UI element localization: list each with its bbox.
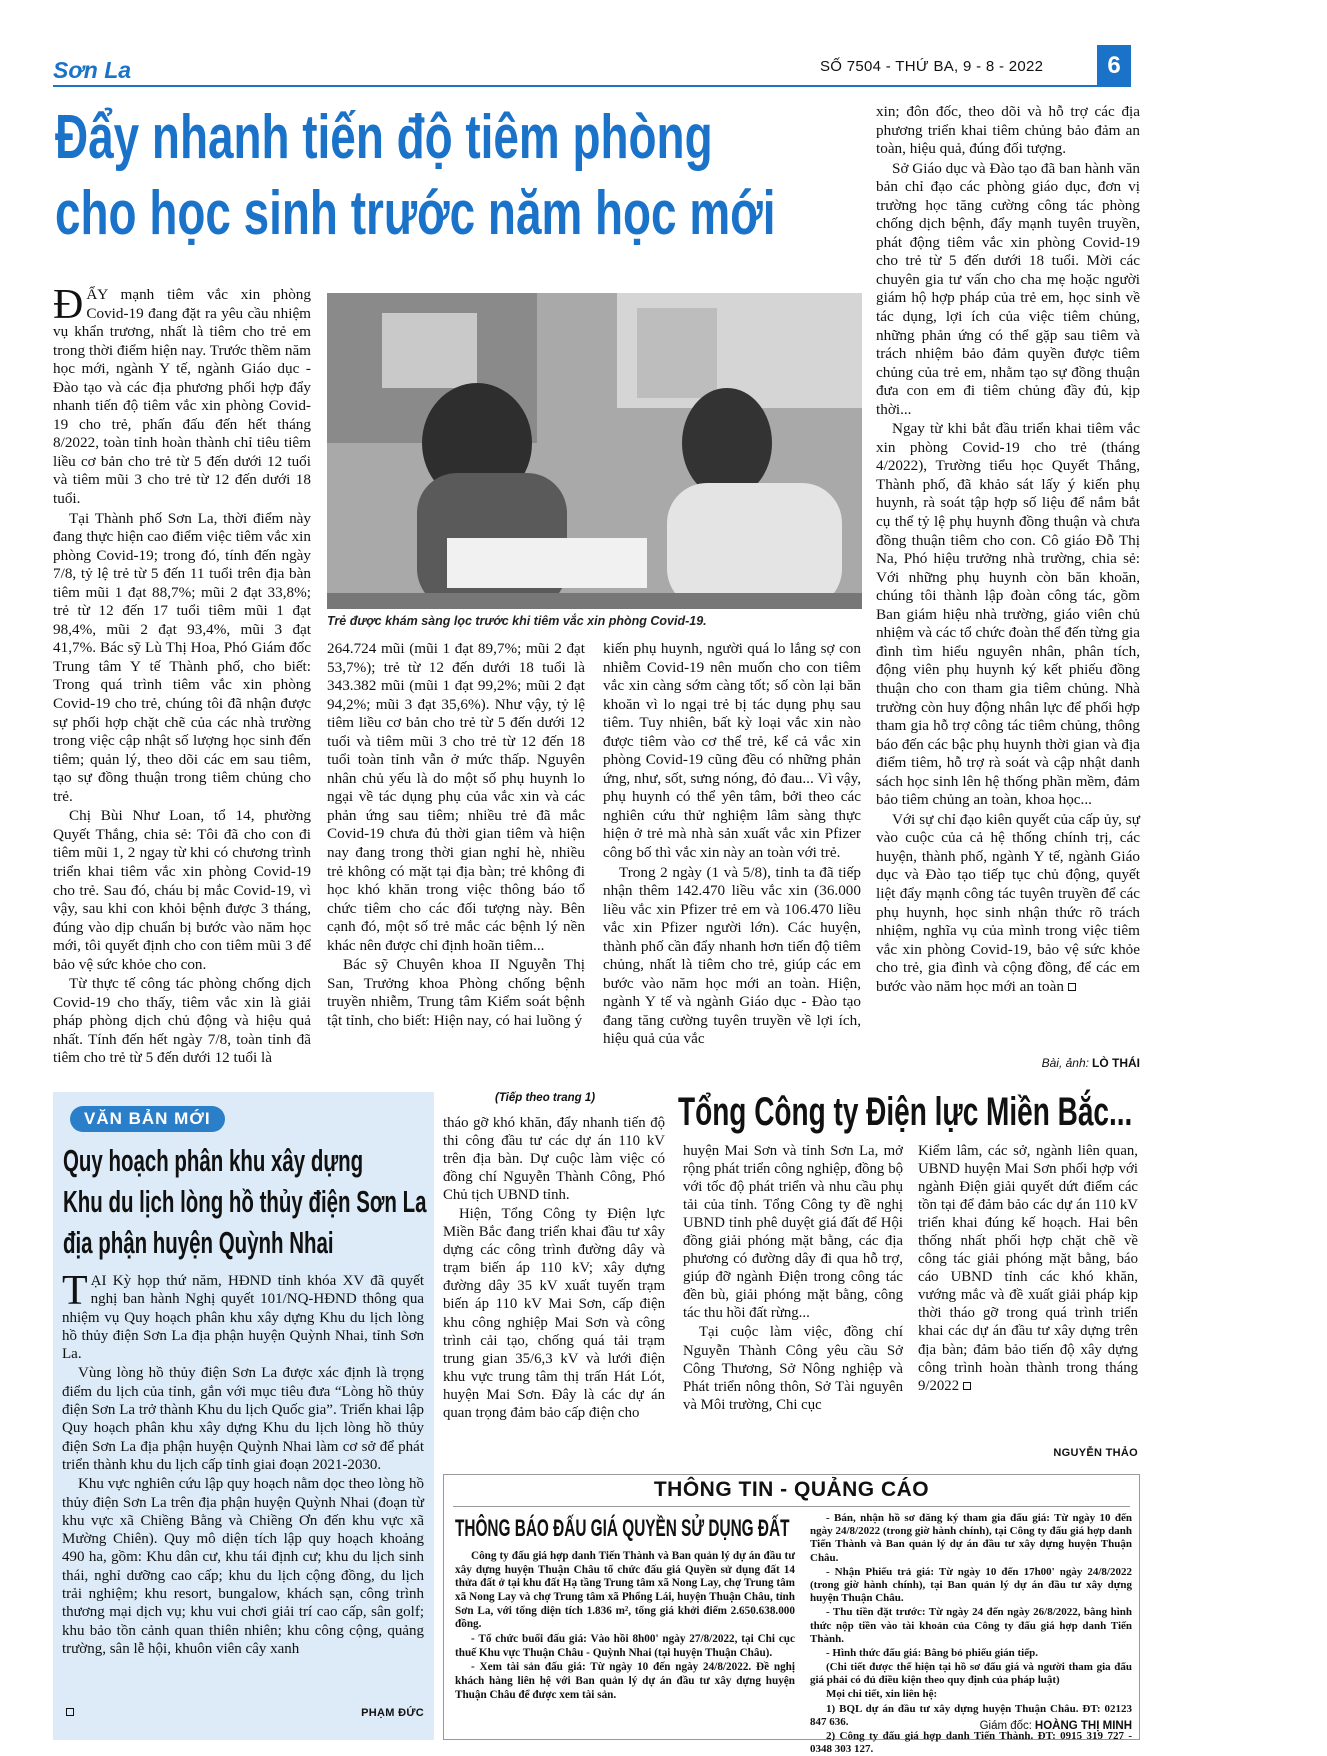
article-title-line1: Đẩy nhanh tiến độ tiêm phòng — [55, 103, 713, 172]
continued-paragraph: huyện Mai Sơn và tỉnh Sơn La, mở rộng phát triển công nghiệp, đồng bộ với tốc độ phát triển và nhu cầu phụ tải của tỉnh. Tổng Công ty đề nghị UBND tỉnh phê duyệt giá đất để Hội đồng giải phóng mặt bằng, các địa phương có đường dây đi qua hỗ trợ, giúp đỡ ngành Điện trong công tác đền bù, giải phóng mặt bằng, công tác thu hồi đất rừng... — [683, 1143, 903, 1322]
article-paragraph: Với sự chỉ đạo kiên quyết của cấp ủy, sự vào cuộc của cả hệ thống chính trị, các huyện, thành phố, ngành Y tế, ngành Giáo dục và Đào tạo tiếp tục chủ động, quyết liệt đẩy mạnh công tác tuyên truyền để các phụ huynh, học sinh nhận thức rõ trách nhiệm, nghĩa vụ của mình trong việc tiêm vắc xin phòng Covid-19, bảo vệ sức khỏe cho trẻ, gia đình và cộng đồng, để các em bước vào năm học mới an toàn — [876, 810, 1140, 995]
article-photo — [327, 293, 862, 609]
byline-author: LÒ THÁI — [1092, 1056, 1140, 1070]
sidebar-paragraph: Khu vực nghiên cứu lập quy hoạch nằm dọc theo lòng hồ thủy điện Sơn La trên địa phận huyện Quỳnh Nhai (đoạn từ khu vực xã Chiềng Bằng và Chiềng Ơn đến khu vực xã Mường Chiên). Quy mô diện tích lập quy hoạch khoảng 490 ha, gồm: Khu dân cư, khu tái định cư; khu du lịch sinh thái, nghỉ dưỡng cao cấp; khu du lịch cộng đồng, du lịch trải nghiệm; khu resort, bungalow, khách sạn, công trình thương mại dịch vụ; khu vui chơi giải trí cao cấp, sân golf; khu bảo tồn cảnh quan thiên nhiên; khu công cộng, quảng trường, sân lễ hội, khuôn viên cây xanh — [62, 1476, 424, 1657]
article-paragraph: Chị Bùi Như Loan, tổ 14, phường Quyết Thắng, chia sẻ: Tôi đã cho con đi tiêm mũi 1, 2 ngay từ khi có chương trình triển khai tiêm vắc xin phòng Covid-19 cho trẻ. Sau đó, cháu bị mắc Covid-19, vì vậy, sau khi con khỏi bệnh được 3 tháng, đúng vào dịp chuẩn bị bước vào năm học mới, tôi quyết định cho con tiêm mũi 3 để bảo vệ sức khỏe cho con. — [53, 807, 311, 973]
continued-paragraph: Tại cuộc làm việc, đồng chí Nguyễn Thành Công yêu cầu Sở Công Thương, Sở Nông nghiệp và Phát triển nông thôn, Sở Tài nguyên và Môi trường, Chi cục — [683, 1324, 903, 1413]
article-column-2 — [327, 640, 585, 1065]
end-mark-icon — [963, 1382, 971, 1390]
article-title — [55, 100, 865, 265]
article-paragraph: Trong 2 ngày (1 và 5/8), tỉnh ta đã tiếp nhận thêm 142.470 liều vắc xin (36.000 liều vắc xin Pfizer trẻ em và 106.470 liều vắc xin Pfizer người lớn). Các huyện, thành phố cần đẩy nhanh hơn tiến độ tiêm chủng, nhất là tiêm cho trẻ, giúp các em bước vào năm học mới an toàn. Hiện, ngành Y tế và ngành Giáo dục - Đào tạo đang tăng cường tuyên truyền về lợi ích, hiệu quả của vắc — [603, 863, 861, 1048]
ad-paragraph: (Chi tiết được thể hiện tại hồ sơ đấu giá và người tham gia đấu giá phải có đủ điều kiện theo quy định của pháp luật) — [810, 1661, 1132, 1687]
sidebar-dropcap: T — [62, 1268, 88, 1314]
end-mark-icon — [66, 1708, 74, 1716]
continued-column-1 — [443, 1114, 665, 1466]
sidebar-author: PHẠM ĐỨC — [361, 1707, 424, 1719]
ad-paragraph: - Hình thức đấu giá: Bằng bỏ phiếu gián tiếp. — [826, 1646, 1038, 1659]
article-paragraph: Từ thực tế công tác phòng chống dịch Covid-19 cho thấy, tiêm vắc xin là giải pháp phòng dịch chủ động và hiệu quả nhất. Tính đến hết ngày 7/8, toàn tỉnh đã tiêm cho trẻ từ 5 đến dưới 12 tuổi là — [53, 975, 311, 1067]
article-column-3 — [603, 640, 861, 1065]
sidebar-title-line2: Khu du lịch lòng hồ thủy điện Sơn La — [63, 1184, 427, 1219]
ad-paragraph: - Thu tiền đặt trước: Từ ngày 24 đến ngày 26/8/2022, bằng hình thức nộp tiền vào tài khoản của Công ty đấu giá hợp danh Tiến Thành. — [810, 1606, 1132, 1645]
ad-signer — [810, 1720, 1132, 1732]
article-byline — [876, 1056, 1140, 1071]
header-rule — [53, 85, 1097, 87]
article-dropcap: Đ — [53, 282, 84, 328]
article-paragraph: xin; đôn đốc, theo dõi và hỗ trợ các địa phương triển khai tiêm chủng bảo đảm an toàn, hiệu quả, đúng đối tượng. — [876, 103, 1140, 158]
sidebar-lead: ẠI Kỳ họp thứ năm, HĐND tỉnh khóa XV đã quyết nghị ban hành Nghị quyết 101/NQ-HĐND thông qua nhiệm vụ Quy hoạch phân khu xây dựng Khu du lịch lòng hồ thủy điện Sơn La địa phận huyện Quỳnh Nhai, tỉnh Sơn La. — [62, 1273, 424, 1363]
section-name: Sơn La — [53, 57, 132, 83]
continued-author: NGUYỄN THẢO — [1053, 1447, 1138, 1459]
issue-info: SỐ 7504 - THỨ BA, 9 - 8 - 2022 — [820, 58, 1044, 75]
ad-paragraph: 1) BQL dự án đầu tư xây dựng huyện Thuận Châu. ĐT: 02123 847 636. — [810, 1702, 1132, 1728]
article-paragraph: Ngay từ khi bắt đầu triển khai tiêm vắc xin phòng Covid-19 cho trẻ (tháng 4/2022), Trường tiểu học Quyết Thắng, Thành phố, đã khảo sát lấy ý kiến phụ huynh, rà soát tập hợp số liệu để nắm bắt cụ thể tỷ lệ phụ huynh đồng thuận và chưa đồng thuận tiêm cho con. Cô giáo Đỗ Thị Na, Phó hiệu trưởng nhà trường, chia sẻ: Với những phụ huynh còn băn khoăn, chúng tôi thành lập đoàn công tác, gồm Ban giám hiệu nhà trường, giáo viên chủ nhiệm và các tổ chức đoàn thể đến từng gia đình tìm hiểu nguyên nhân, phân tích, động viên phụ huynh ký kết phiếu đồng thuận cho con tham gia tiêm chủng. Nhà trường còn huy động nhân lực để phối hợp tham gia hỗ trợ công tác tiêm chủng, thông báo đến các bậc phụ huynh thời gian và địa điểm tiêm, hỗ trợ rà soát và cập nhật danh sách học sinh lên hệ thống phần mềm, đảm bảo tiêm chủng an toàn, khoa học... — [876, 420, 1141, 809]
ad-paragraph: - Tổ chức buổi đấu giá: Vào hồi 8h00' ngày 27/8/2022, tại Chi cục thuế Khu vực Thuận Châu - Quỳnh Nhai (tại huyện Thuận Châu). — [455, 1632, 795, 1659]
continued-paragraph: Kiểm lâm, các sở, ngành liên quan, UBND huyện Mai Sơn phối hợp với ngành Điện giải quyết dứt điểm các tồn tại để đảm bảo các dự án 110 kV triển khai đúng kế hoạch. Hai bên thống nhất phối hợp chặt chẽ về công tác giải phóng mặt bằng, báo cáo UBND tỉnh các khó khăn, vướng mắc và đề xuất giải pháp kịp thời tháo gỡ trong quá trình triển khai các dự án đầu tư xây dựng trên địa bàn; đảm bảo tiến độ xây dựng công trình hoàn thành trong tháng 9/2022 — [918, 1143, 1138, 1394]
article-paragraph: 264.724 mũi (mũi 1 đạt 89,7%; mũi 2 đạt 53,7%); trẻ từ 12 đến dưới 18 tuổi là 343.382 mũi (mũi 1 đạt 99,2%; mũi 2 đạt 94,2%; mũi 3 đạt 35,6%). Như vậy, tỷ lệ tiêm liều cơ bản cho trẻ từ 5 đến dưới 12 tuổi và tiêm mũi 3 cho trẻ từ 12 đến 18 tuổi toàn tỉnh vẫn ở mức thấp. Nguyên nhân chủ yếu là do một số phụ huynh lo ngại về tác dụng phụ của vắc xin và các phản ứng sau tiêm; nhiều trẻ đã mắc Covid-19 chưa đủ thời gian tiêm và hiện nay đang trong thời gian nghỉ hè, nhiều trẻ không có mặt tại địa bàn; trẻ không đi học khó khăn trong việc thông báo tổ chức tiêm cho các đối tượng này. Bên cạnh đó, một số trẻ mắc các bệnh lý nền khác nên được chỉ định hoãn tiêm... — [327, 640, 585, 954]
sidebar-title — [63, 1140, 433, 1268]
article-paragraph: Tại Thành phố Sơn La, thời điểm này đang thực hiện cao điểm việc tiêm vắc xin phòng Covid-19; trong đó, tính đến ngày 7/8, tỷ lệ trẻ từ 5 đến 11 tuổi trên địa bàn tiêm mũi 1 đạt 88,7%; mũi 2 đạt 33,8%; trẻ từ 12 đến 17 tuổi tiêm mũi 1 đạt 98,4%, mũi 2 đạt 93,4%, mũi 3 đạt 41,7%. Bác sỹ Lù Thị Hoa, Phó Giám đốc Trung tâm Y tế Thành phố, cho biết: Trong quá trình tiêm vắc xin phòng Covid-19 cho trẻ, chúng tôi đã nhận được sự phối hợp chặt chẽ của các nhà trường trong việc cập nhật số lượng học sinh đến tiêm; quản lý, theo dõi các em sau tiêm, tạo sự đồng thuận trong tiêm chủng cho trẻ. — [53, 509, 311, 805]
ad-signer-name: HOÀNG THỊ MINH — [1034, 1720, 1132, 1732]
sidebar-end — [62, 1702, 424, 1726]
ad-signer-label: Giám đốc: — [979, 1720, 1033, 1732]
continued-paragraph: tháo gỡ khó khăn, đẩy nhanh tiến độ thi công đầu tư các dự án 110 kV trên địa bàn. Dự cuộc làm việc có đồng chí Nguyễn Thành Công, Phó Chủ tịch UBND tỉnh. — [443, 1115, 665, 1204]
byline-label: Bài, ảnh: — [1041, 1056, 1089, 1070]
sidebar-body — [62, 1268, 424, 1692]
ad-title: THÔNG BÁO ĐẤU GIÁ QUYỀN SỬ DỤNG ĐẤT — [455, 1515, 790, 1542]
sidebar-title-line3: địa phận huyện Quỳnh Nhai — [63, 1225, 334, 1260]
article-paragraph: Bác sỹ Chuyên khoa II Nguyễn Thị San, Trưởng khoa Phòng chống bệnh truyền nhiễm, Trung tâm Kiểm soát bệnh tật tỉnh, cho biết: Hiện nay, có hai luồng ý — [327, 956, 585, 1029]
article-column-4 — [876, 103, 1140, 1055]
sidebar-paragraph: Vùng lòng hồ thủy điện Sơn La được xác định là trọng điểm du lịch của tỉnh, gắn với mục tiêu đưa “Lòng hồ thủy điện Sơn La trở thành Khu du lịch Quốc gia”. Triển khai lập Quy hoạch phân khu xây dựng Khu du lịch lòng hồ thủy điện Sơn La địa phận huyện Quỳnh Nhai làm cơ sở để phát triển thành khu du lịch cấp tỉnh giai đoạn 2021-2030. — [62, 1365, 424, 1473]
sidebar-title-line1: Quy hoạch phân khu xây dựng — [63, 1143, 364, 1178]
ad-paragraph: Mọi chi tiết, xin liên hệ: — [826, 1688, 938, 1701]
article-column-1 — [53, 282, 311, 1071]
page-number: 6 — [1097, 45, 1131, 87]
continued-paragraph: Hiện, Tổng Công ty Điện lực Miền Bắc đang triển khai đầu tư xây dựng các công trình đường dây và trạm biến áp 110 kV; xây dựng đường dây 35 kV xuất tuyến trạm biến áp 110 kV Mai Sơn, cấp điện khu công nghiệp Mai Sơn và công trình cải tạo, chống quá tải trạm trung gian 35/6,3 kV và lưới điện khu vực trung tâm thị trấn Hát Lót, huyện Mai Sơn. Đây là các dự án quan trọng đảm bảo cấp điện cho — [443, 1206, 665, 1421]
photo-caption: Trẻ được khám sàng lọc trước khi tiêm vắc xin phòng Covid-19. — [327, 614, 707, 628]
continued-column-2 — [683, 1142, 903, 1466]
article-lead: ẨY mạnh tiêm vắc xin phòng Covid-19 đang đặt ra yêu cầu nhiệm vụ khẩn trương, nhất là tiêm cho trẻ em trong thời điểm hiện nay. Trước thềm năm học mới, ngành Y tế, ngành Giáo dục - Đào tạo và các địa phương phối hợp đẩy nhanh tiến độ tiêm vắc xin phòng Covid-19 cho trẻ, phấn đấu đến hết tháng 8/2022, toàn tỉnh hoàn thành chỉ tiêu tiêm liều cơ bản cho trẻ từ 5 đến dưới 12 tuổi và tiêm mũi 3 cho trẻ từ 12 đến dưới 18 tuổi. — [53, 286, 311, 508]
vaccination-scene-image — [327, 293, 862, 609]
ad-left-column — [455, 1550, 795, 1732]
sidebar-badge: VĂN BẢN MỚI — [70, 1106, 225, 1132]
ad-header: THÔNG TIN - QUẢNG CÁO — [653, 1478, 930, 1501]
continued-title-text: Tổng Công ty Điện lực Miền Bắc... — [678, 1090, 1133, 1134]
ad-header-rule — [453, 1506, 1130, 1507]
continued-title — [678, 1088, 1148, 1138]
ad-paragraph: - Xem tài sản đấu giá: Từ ngày 10 đến ngày 24/8/2022. Đề nghị khách hàng liên hệ với Ban quản lý dự án đầu tư xây dựng huyện Thuận Châu để được xem tài sản. — [455, 1661, 795, 1701]
ad-paragraph: 2) Công ty đấu giá hợp danh Tiến Thành. ĐT: 0915 319 727 - 0348 303 127. — [810, 1730, 1132, 1756]
article-paragraph: Sở Giáo dục và Đào tạo đã ban hành văn bản chỉ đạo các phòng giáo dục, đơn vị trường học tăng cường công tác phòng chống dịch bệnh, đẩy mạnh tuyên truyền, phát động tiêm vắc xin phòng Covid-19 cho trẻ từ 5 đến dưới 18 tuổi. Mời các chuyên gia tư vấn cho cha mẹ hoặc người giám hộ hợp pháp của trẻ em, học sinh về tác dụng, lợi ích của việc tiêm chủng, những phản ứng có thể gặp sau tiêm và trách nhiệm bảo đảm quyền được tiêm chủng của trẻ em, nhằm tạo sự đồng thuận đưa con em đi tiêm chủng đầy đủ, kịp thời... — [876, 159, 1141, 418]
ad-paragraph: - Bán, nhận hồ sơ đăng ký tham gia đấu giá: Từ ngày 10 đến ngày 24/8/2022 (trong giờ hành chính), tại Công ty đấu giá hợp danh Tiến Thành và Ban quản lý dự án đầu tư xây dựng huyện Thuận Châu. — [810, 1512, 1132, 1564]
end-mark-icon — [1068, 983, 1076, 991]
ad-paragraph: - Nhận Phiếu trả giá: Từ ngày 10 đến 17h00' ngày 24/8/2022 (trong giờ hành chính), tại Ban quản lý dự án đầu tư xây dựng huyện Thuận Châu. — [810, 1565, 1132, 1605]
ad-title-wrap — [455, 1512, 795, 1546]
article-title-line2: cho học sinh trước năm học mới — [55, 179, 776, 248]
continued-note: (Tiếp theo trang 1) — [495, 1092, 596, 1104]
article-paragraph: kiến phụ huynh, người quá lo lắng sợ con nhiễm Covid-19 nên muốn cho con tiêm vắc xin càng sớm càng tốt; số còn lại băn khoăn vì lo ngại trẻ bị tác dụng phụ sau tiêm. Tuy nhiên, bất kỳ loại vắc xin nào được tiêm vào cơ thể trẻ, kể cả vắc xin phòng Covid-19 cũng đều có những phản ứng, như, sốt, sưng nóng, đỏ đau... Vì vậy, phụ huynh có thể yên tâm, bởi theo các nghiên cứu thử nghiệm lâm sàng thực hiện ở trẻ mà nhà sản xuất vắc xin Pfizer công bố thì vắc xin này an toàn với trẻ. — [603, 640, 861, 862]
continued-column-3 — [918, 1142, 1138, 1442]
ad-paragraph: Công ty đấu giá hợp danh Tiến Thành và Ban quản lý dự án đầu tư xây dựng huyện Thuận Châu tổ chức đấu giá Quyền sử dụng đất 14 thửa đất ở tại khu đất Hạ tầng Trung tâm xã Nong Lay, chợ Trung tâm xã Nong Lay và chợ Trung tâm xã Phổng Lái, huyện Thuận Châu, tỉnh Sơn La, với tổng diện tích 1.836 m², tổng giá khởi điểm 2.650.638.000 đồng. — [455, 1550, 795, 1631]
